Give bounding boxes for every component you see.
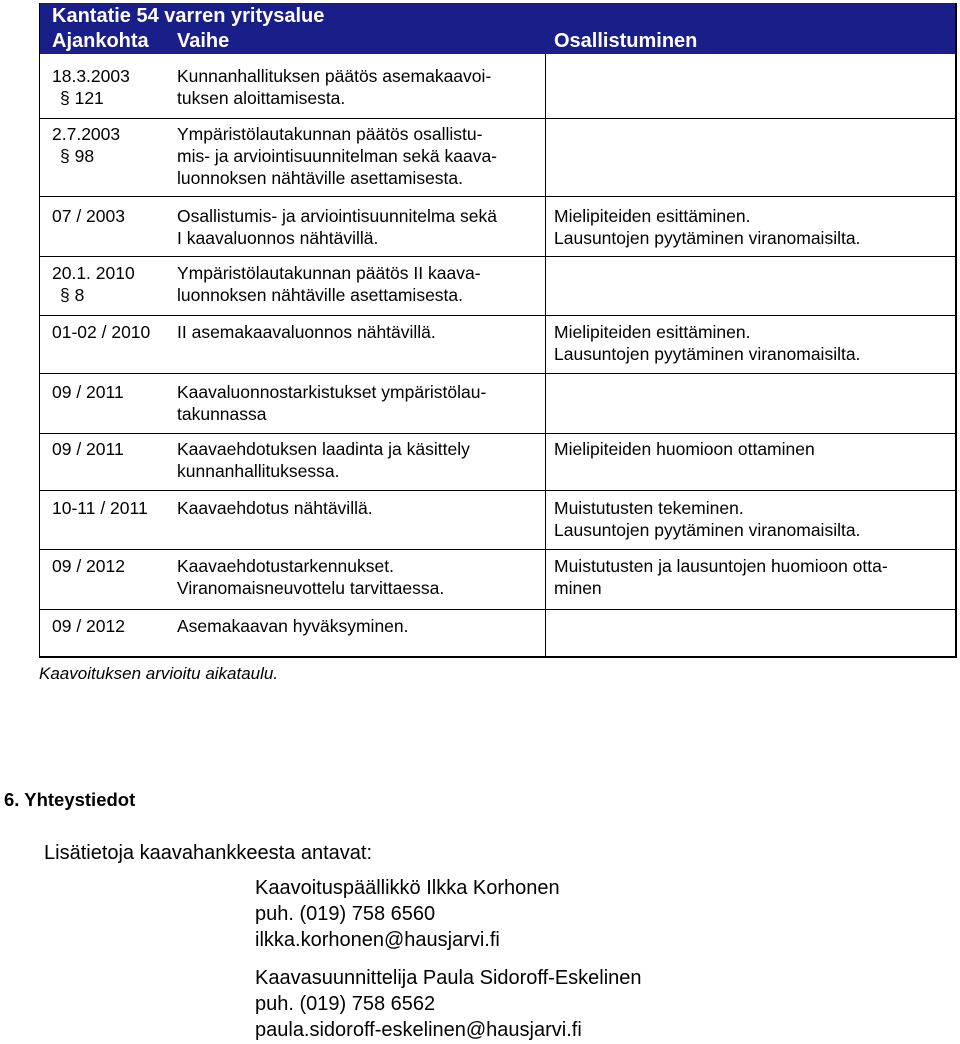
row-divider bbox=[40, 315, 955, 316]
participation-line: Mielipiteiden esittäminen. bbox=[554, 206, 751, 226]
participation-line: Mielipiteiden huomioon ottaminen bbox=[554, 439, 815, 459]
row-section: § 8 bbox=[60, 285, 85, 305]
header-phase: Vaihe bbox=[177, 30, 230, 52]
contact-email: ilkka.korhonen@hausjarvi.fi bbox=[255, 929, 500, 951]
row-date: 10-11 / 2011 bbox=[52, 498, 148, 518]
row-participation bbox=[554, 321, 860, 365]
contact-name: Kaavoituspäällikkö Ilkka Korhonen bbox=[255, 877, 560, 899]
row-participation bbox=[554, 438, 815, 460]
row-phase bbox=[177, 555, 444, 599]
participation-line: Muistutusten tekeminen. bbox=[554, 498, 744, 518]
header-date: Ajankohta bbox=[52, 30, 149, 52]
row-phase bbox=[177, 438, 470, 482]
row-divider bbox=[40, 118, 955, 119]
phase-line: luonnoksen nähtäville asettamisesta. bbox=[177, 285, 464, 305]
phase-line: Osallistumis- ja arviointisuunnitelma sekä bbox=[177, 206, 497, 226]
row-date: 2.7.2003 § 98 bbox=[52, 124, 121, 166]
row-date: 07 / 2003 bbox=[52, 206, 125, 226]
schedule-table bbox=[39, 3, 957, 658]
participation-line: Muistutusten ja lausuntojen huomioon otta- bbox=[554, 556, 888, 576]
contact-phone: puh. (019) 758 6560 bbox=[255, 903, 436, 925]
row-date: 09 / 2012 bbox=[52, 616, 125, 636]
phase-line: Ympäristölautakunnan päätös II kaava- bbox=[177, 263, 481, 283]
row-date: 09 / 2012 bbox=[52, 556, 125, 576]
header-participation: Osallistuminen bbox=[554, 30, 698, 52]
row-phase bbox=[177, 381, 486, 425]
phase-line: takunnassa bbox=[177, 404, 267, 424]
row-date: 01-02 / 2010 bbox=[52, 322, 151, 342]
phase-line: Kaavaehdotuksen laadinta ja käsittely bbox=[177, 439, 470, 459]
participation-line: Lausuntojen pyytäminen viranomaisilta. bbox=[554, 520, 861, 540]
phase-line: Kaavaluonnostarkistukset ympäristölau- bbox=[177, 382, 487, 402]
phase-line: Kaavaehdotus nähtävillä. bbox=[177, 498, 373, 518]
row-phase bbox=[177, 497, 373, 519]
phase-line: I kaavaluonnos nähtävillä. bbox=[177, 228, 379, 248]
row-date: 09 / 2011 bbox=[52, 382, 124, 402]
row-divider bbox=[40, 609, 955, 610]
phase-line: tuksen aloittamisesta. bbox=[177, 88, 346, 108]
participation-line: minen bbox=[554, 578, 602, 598]
row-divider bbox=[40, 490, 955, 491]
contact-phone: puh. (019) 758 6562 bbox=[255, 993, 436, 1015]
row-participation bbox=[554, 555, 888, 599]
table-header bbox=[40, 3, 955, 54]
row-divider bbox=[40, 433, 955, 434]
row-section: § 121 bbox=[60, 88, 104, 108]
row-divider bbox=[40, 256, 955, 257]
contact-name: Kaavasuunnittelija Paula Sidoroff-Eskelinen bbox=[255, 967, 642, 989]
phase-line: Ympäristölautakunnan päätös osallistu- bbox=[177, 124, 483, 144]
section-heading: 6. Yhteystiedot bbox=[4, 789, 136, 810]
row-phase bbox=[177, 205, 497, 249]
row-date: 18.3.2003 § 121 bbox=[52, 66, 130, 108]
row-date: 20.1. 2010 § 8 bbox=[52, 263, 135, 305]
info-intro: Lisätietoja kaavahankkeesta antavat: bbox=[44, 842, 372, 864]
row-phase bbox=[177, 123, 497, 189]
row-divider bbox=[40, 549, 955, 550]
phase-line: II asemakaavaluonnos nähtävillä. bbox=[177, 322, 436, 342]
table-title: Kantatie 54 varren yritysalue bbox=[52, 5, 325, 27]
phase-line: Viranomaisneuvottelu tarvittaessa. bbox=[177, 578, 445, 598]
row-phase bbox=[177, 321, 436, 343]
row-phase bbox=[177, 615, 409, 637]
phase-line: luonnoksen nähtäville asettamisesta. bbox=[177, 168, 464, 188]
contact-block bbox=[255, 875, 560, 953]
phase-line: mis- ja arviointisuunnitelman sekä kaava- bbox=[177, 146, 497, 166]
row-phase bbox=[177, 65, 491, 109]
row-participation bbox=[554, 205, 860, 249]
participation-line: Lausuntojen pyytäminen viranomaisilta. bbox=[554, 228, 861, 248]
row-phase bbox=[177, 262, 481, 306]
phase-line: Asemakaavan hyväksyminen. bbox=[177, 616, 409, 636]
participation-line: Lausuntojen pyytäminen viranomaisilta. bbox=[554, 344, 861, 364]
row-divider bbox=[40, 196, 955, 197]
row-participation bbox=[554, 497, 860, 541]
contact-block bbox=[255, 965, 642, 1043]
contact-email: paula.sidoroff-eskelinen@hausjarvi.fi bbox=[255, 1019, 582, 1041]
row-divider bbox=[40, 373, 955, 374]
phase-line: Kunnanhallituksen päätös asemakaavoi- bbox=[177, 66, 492, 86]
phase-line: Kaavaehdotustarkennukset. bbox=[177, 556, 394, 576]
column-divider bbox=[545, 54, 546, 656]
table-caption: Kaavoituksen arvioitu aikataulu. bbox=[39, 664, 279, 683]
row-section: § 98 bbox=[60, 146, 95, 166]
participation-line: Mielipiteiden esittäminen. bbox=[554, 322, 751, 342]
phase-line: kunnanhallituksessa. bbox=[177, 461, 340, 481]
row-date: 09 / 2011 bbox=[52, 439, 124, 459]
